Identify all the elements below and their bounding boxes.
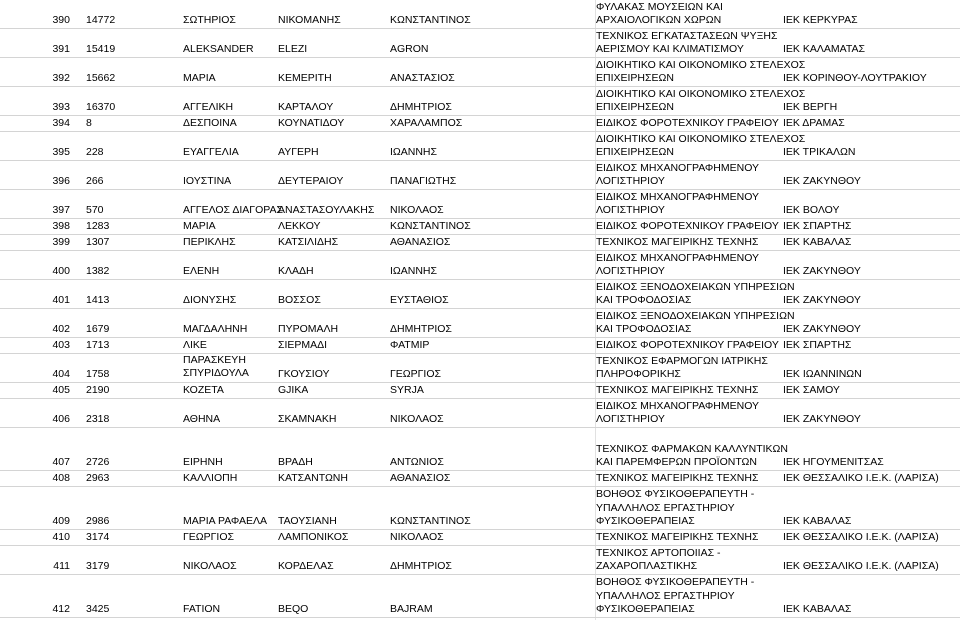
specialty-line: ΕΙΔΙΚΟΣ ΜΗΧΑΝΟΓΡΑΦΗΜΕΝΟΥ	[596, 161, 760, 174]
father-name: ΙΩΑΝΝΗΣ	[390, 146, 438, 158]
row-number: 394	[52, 117, 70, 129]
last-name: GJIKA	[278, 384, 309, 396]
iek-name: ΙΕΚ ΖΑΚΥΝΘΟΥ	[783, 323, 861, 335]
specialty	[596, 30, 777, 56]
father-name: BAJRAM	[390, 603, 433, 615]
iek-name: ΙΕΚ ΖΑΚΥΝΘΟΥ	[783, 265, 861, 277]
father-name: ΚΩΝΣΤΑΝΤΙΝΟΣ	[390, 515, 471, 527]
table-row	[0, 132, 960, 161]
specialty	[596, 191, 759, 217]
specialty-line: ΛΟΓΙΣΤΗΡΙΟΥ	[596, 203, 665, 216]
specialty-line: ΕΙΔΙΚΟΣ ΦΟΡΟΤΕΧΝΙΚΟΥ ΓΡΑΦΕΙΟΥ	[596, 219, 779, 232]
last-name: ΚΟΡΔΕΛΑΣ	[278, 560, 334, 572]
record-id: 2318	[86, 413, 110, 425]
specialty-line: ΛΟΓΙΣΤΗΡΙΟΥ	[596, 412, 665, 425]
father-name: ΑΝΑΣΤΑΣΙΟΣ	[390, 72, 455, 84]
row-number: 396	[52, 175, 70, 187]
record-id: 1679	[86, 323, 110, 335]
father-name: ΓΕΩΡΓΙΟΣ	[390, 368, 441, 380]
iek-name: ΙΕΚ ΚΕΡΚΥΡΑΣ	[783, 14, 858, 26]
father-name: ΚΩΝΣΤΑΝΤΙΝΟΣ	[390, 14, 471, 26]
record-id: 15419	[86, 43, 116, 55]
row-number: 410	[52, 531, 70, 543]
table-row	[0, 29, 960, 58]
record-id: 3425	[86, 603, 110, 615]
record-id: 228	[86, 146, 104, 158]
last-name: ELEZI	[278, 43, 308, 55]
iek-name: ΙΕΚ ΙΩΑΝΝΙΝΩΝ	[783, 368, 862, 380]
record-id: 3179	[86, 560, 110, 572]
specialty-line: ΕΙΔΙΚΟΣ ΜΗΧΑΝΟΓΡΑΦΗΜΕΝΟΥ	[596, 190, 760, 203]
specialty-line: ΤΕΧΝΙΚΟΣ ΑΡΤΟΠΟΙΙΑΣ -	[596, 546, 721, 559]
last-name: ΛΑΜΠΟΝΙΚΟΣ	[278, 531, 349, 543]
first-name-line: ΠΑΡΑΣΚΕΥΗ	[183, 354, 246, 366]
father-name: ΔΗΜΗΤΡΙΟΣ	[390, 323, 452, 335]
record-id: 1758	[86, 368, 110, 380]
first-name: ΕΙΡΗΝΗ	[183, 456, 223, 468]
record-id: 1382	[86, 265, 110, 277]
iek-name: ΙΕΚ ΖΑΚΥΝΘΟΥ	[783, 175, 861, 187]
specialty-line: ΖΑΧΑΡΟΠΛΑΣΤΙΚΗΣ	[596, 559, 698, 572]
specialty-line: ΕΠΙΧΕΙΡΗΣΕΩΝ	[596, 71, 674, 84]
table-row	[0, 487, 960, 530]
specialty-line: ΕΠΙΧΕΙΡΗΣΕΩΝ	[596, 100, 674, 113]
last-name: ΑΥΓΕΡΗ	[278, 146, 319, 158]
specialty-line: ΕΙΔΙΚΟΣ ΞΕΝΟΔΟΧΕΙΑΚΩΝ ΥΠΗΡΕΣΙΩΝ	[596, 280, 795, 293]
first-name: ΛΙΚΕ	[183, 339, 207, 351]
row-number: 397	[52, 204, 70, 216]
first-name: ΕΛΕΝΗ	[183, 265, 220, 277]
last-name: ΛΕΚΚΟΥ	[278, 220, 321, 232]
table-row	[0, 354, 960, 383]
specialty	[596, 220, 779, 233]
last-name: ΚΑΡΤΑΛΟΥ	[278, 101, 334, 113]
specialty-line: ΔΙΟΙΚΗΤΙΚΟ ΚΑΙ ΟΙΚΟΝΟΜΙΚΟ ΣΤΕΛΕΧΟΣ	[596, 132, 806, 145]
record-id: 1283	[86, 220, 110, 232]
row-number: 391	[52, 43, 70, 55]
table-row	[0, 87, 960, 116]
specialty	[596, 443, 788, 469]
father-name: ΕΥΣΤΑΘΙΟΣ	[390, 294, 449, 306]
first-name: ΓΕΩΡΓΙΟΣ	[183, 531, 234, 543]
last-name: ΚΑΤΣΙΛΙΔΗΣ	[278, 236, 339, 248]
first-name: FATION	[183, 603, 221, 615]
specialty	[596, 236, 758, 249]
record-id: 2726	[86, 456, 110, 468]
father-name: ΑΝΤΩΝΙΟΣ	[390, 456, 444, 468]
specialty-line: ΤΕΧΝΙΚΟΣ ΜΑΓΕΙΡΙΚΗΣ ΤΕΧΝΗΣ	[596, 383, 759, 396]
row-number: 402	[52, 323, 70, 335]
row-number: 395	[52, 146, 70, 158]
specialty	[596, 310, 795, 336]
iek-name: ΙΕΚ ΚΑΒΑΛΑΣ	[783, 515, 852, 527]
specialty-line: ΕΙΔΙΚΟΣ ΜΗΧΑΝΟΓΡΑΦΗΜΕΝΟΥ	[596, 251, 760, 264]
father-name: AGRON	[390, 43, 429, 55]
specialty-line: ΤΕΧΝΙΚΟΣ ΜΑΓΕΙΡΙΚΗΣ ΤΕΧΝΗΣ	[596, 530, 759, 543]
specialty	[596, 162, 759, 188]
first-name: ΝΙΚΟΛΑΟΣ	[183, 560, 237, 572]
specialty-line: ΕΙΔΙΚΟΣ ΦΟΡΟΤΕΧΝΙΚΟΥ ΓΡΑΦΕΙΟΥ	[596, 116, 779, 129]
last-name: ΚΟΥΝΑΤΙΔΟΥ	[278, 117, 345, 129]
last-name: ΚΕΜΕΡΙΤΗ	[278, 72, 332, 84]
first-name: ΙΟΥΣΤΙΝΑ	[183, 175, 232, 187]
last-name: ΒΟΣΣΟΣ	[278, 294, 321, 306]
last-name: ΤΑΟΥΣΙΑΝΗ	[278, 515, 337, 527]
first-name-line: ΣΠΥΡΙΔΟΥΛΑ	[183, 367, 249, 380]
row-number: 399	[52, 236, 70, 248]
father-name: ΔΗΜΗΤΡΙΟΣ	[390, 101, 452, 113]
first-name: ΚΑΛΛΙΟΠΗ	[183, 472, 238, 484]
specialty-line: ΥΠΑΛΛΗΛΟΣ ΕΡΓΑΣΤΗΡΙΟΥ	[596, 501, 735, 514]
row-number: 401	[52, 294, 70, 306]
father-name: ΔΗΜΗΤΡΙΟΣ	[390, 560, 452, 572]
row-number: 412	[52, 603, 70, 615]
specialty	[596, 117, 779, 130]
first-name: ΑΓΓΕΛΟΣ ΔΙΑΓΟΡΑΣ	[183, 204, 283, 216]
record-id: 1413	[86, 294, 110, 306]
record-id: 16370	[86, 101, 116, 113]
specialty	[596, 281, 795, 307]
father-name: ΑΘΑΝΑΣΙΟΣ	[390, 236, 451, 248]
specialty	[596, 488, 754, 528]
last-name: ΣΚΑΜΝΑΚΗ	[278, 413, 337, 425]
iek-name: ΙΕΚ ΚΑΛΑΜΑΤΑΣ	[783, 43, 865, 55]
row-number: 409	[52, 515, 70, 527]
specialty-line: ΦΥΛΑΚΑΣ ΜΟΥΣΕΙΩΝ ΚΑΙ	[596, 0, 723, 13]
first-name: ΜΑΡΙΑ ΡΑΦΑΕΛΑ	[183, 515, 268, 527]
father-name: ΝΙΚΟΛΑΟΣ	[390, 413, 444, 425]
row-number: 400	[52, 265, 70, 277]
record-id: 15662	[86, 72, 116, 84]
first-name	[183, 354, 249, 380]
specialty-line: ΤΕΧΝΙΚΟΣ ΕΓΚΑΤΑΣΤΑΣΕΩΝ ΨΥΞΗΣ	[596, 29, 778, 42]
specialty	[596, 339, 779, 352]
iek-name: ΙΕΚ ΤΡΙΚΑΛΩΝ	[783, 146, 856, 158]
specialty	[596, 355, 768, 381]
record-id: 1713	[86, 339, 110, 351]
iek-name: ΙΕΚ ΚΑΒΑΛΑΣ	[783, 236, 852, 248]
row-number: 406	[52, 413, 70, 425]
row-number: 408	[52, 472, 70, 484]
specialty-line: ΚΑΙ ΤΡΟΦΟΔΟΣΙΑΣ	[596, 293, 692, 306]
father-name: ΧΑΡΑΛΑΜΠΟΣ	[390, 117, 463, 129]
last-name: ΓΚΟΥΣΙΟΥ	[278, 368, 330, 380]
last-name: ΚΑΤΣΑΝΤΩΝΗ	[278, 472, 348, 484]
row-number: 403	[52, 339, 70, 351]
iek-name: ΙΕΚ ΚΟΡΙΝΘΟΥ-ΛΟΥΤΡΑΚΙΟΥ	[783, 72, 927, 84]
iek-name: ΙΕΚ ΒΟΛΟΥ	[783, 204, 840, 216]
first-name: ΕΥΑΓΓΕΛΙΑ	[183, 146, 239, 158]
row-number: 411	[53, 560, 70, 572]
last-name: ΔΕΥΤΕΡΑΙΟΥ	[278, 175, 344, 187]
record-id: 2986	[86, 515, 110, 527]
table-row	[0, 471, 960, 487]
record-id: 14772	[86, 14, 116, 26]
row-number: 392	[52, 72, 70, 84]
last-name: ΠΥΡΟΜΑΛΗ	[278, 323, 339, 335]
father-name: SYRJA	[390, 384, 424, 396]
iek-name: ΙΕΚ ΣΠΑΡΤΗΣ	[783, 220, 852, 232]
iek-name: ΙΕΚ ΖΑΚΥΝΘΟΥ	[783, 294, 861, 306]
first-name: ALEKSANDER	[183, 43, 254, 55]
table-row	[0, 161, 960, 190]
iek-name: ΙΕΚ ΔΡΑΜΑΣ	[783, 117, 845, 129]
father-name: ΦΑΤΜΙΡ	[390, 339, 430, 351]
row-number: 405	[52, 384, 70, 396]
table-row	[0, 116, 960, 132]
first-name: ΔΕΣΠΟΙΝΑ	[183, 117, 237, 129]
table-row	[0, 530, 960, 546]
specialty	[596, 547, 721, 573]
specialty-line: ΕΙΔΙΚΟΣ ΦΟΡΟΤΕΧΝΙΚΟΥ ΓΡΑΦΕΙΟΥ	[596, 338, 779, 351]
specialty-line: ΒΟΗΘΟΣ ΦΥΣΙΚΟΘΕΡΑΠΕΥΤΗ -	[596, 488, 755, 501]
specialty-line: ΤΕΧΝΙΚΟΣ ΜΑΓΕΙΡΙΚΗΣ ΤΕΧΝΗΣ	[596, 471, 759, 484]
table-row	[0, 58, 960, 87]
first-name: ΑΓΓΕΛΙΚΗ	[183, 101, 234, 113]
specialty-line: ΤΕΧΝΙΚΟΣ ΕΦΑΡΜΟΓΩΝ ΙΑΤΡΙΚΗΣ	[596, 354, 768, 367]
father-name: ΙΩΑΝΝΗΣ	[390, 265, 438, 277]
specialty-line: ΦΥΣΙΚΟΘΕΡΑΠΕΙΑΣ	[596, 602, 695, 615]
table-row	[0, 280, 960, 309]
record-id: 8	[86, 117, 92, 129]
table-row	[0, 219, 960, 235]
specialty-line: ΔΙΟΙΚΗΤΙΚΟ ΚΑΙ ΟΙΚΟΝΟΜΙΚΟ ΣΤΕΛΕΧΟΣ	[596, 87, 806, 100]
specialty	[596, 472, 758, 485]
specialty	[596, 576, 754, 616]
iek-name: ΙΕΚ ΣΠΑΡΤΗΣ	[783, 339, 852, 351]
last-name: ΣΙΕΡΜΑΔΙ	[278, 339, 328, 351]
first-name: ΔΙΟΝΥΣΗΣ	[183, 294, 237, 306]
last-name: ΒΡΑΔΗ	[278, 456, 313, 468]
table-row	[0, 309, 960, 338]
first-name: ΜΑΡΙΑ	[183, 220, 216, 232]
specialty	[596, 252, 759, 278]
table-row	[0, 399, 960, 428]
iek-name: ΙΕΚ ΘΕΣΣΑΛΙΚΟ Ι.Ε.Κ. (ΛΑΡΙΣΑ)	[783, 560, 939, 572]
specialty-line: ΑΡΧΑΙΟΛΟΓΙΚΩΝ ΧΩΡΩΝ	[596, 13, 722, 26]
record-id: 266	[86, 175, 104, 187]
record-id: 2190	[86, 384, 110, 396]
table-row	[0, 428, 960, 471]
row-number: 390	[52, 14, 70, 26]
iek-name: ΙΕΚ ΒΕΡΓΗ	[783, 101, 838, 113]
table-row	[0, 338, 960, 354]
last-name: ΚΛΑΔΗ	[278, 265, 314, 277]
iek-name: ΙΕΚ ΖΑΚΥΝΘΟΥ	[783, 413, 861, 425]
row-number: 398	[52, 220, 70, 232]
specialty-line: ΚΑΙ ΠΑΡΕΜΦΕΡΩΝ ΠΡΟΪΟΝΤΩΝ	[596, 455, 757, 468]
specialty	[596, 400, 759, 426]
first-name: ΑΘΗΝΑ	[183, 413, 221, 425]
record-id: 2963	[86, 472, 110, 484]
first-name: ΜΑΡΙΑ	[183, 72, 216, 84]
table-row	[0, 190, 960, 219]
record-id: 570	[86, 204, 104, 216]
table-row	[0, 0, 960, 29]
row-number: 407	[52, 456, 70, 468]
specialty	[596, 59, 805, 85]
specialty	[596, 133, 805, 159]
row-number: 393	[52, 101, 70, 113]
specialty-line: ΠΛΗΡΟΦΟΡΙΚΗΣ	[596, 367, 681, 380]
specialty-line: ΕΙΔΙΚΟΣ ΜΗΧΑΝΟΓΡΑΦΗΜΕΝΟΥ	[596, 399, 760, 412]
iek-name: ΙΕΚ ΣΑΜΟΥ	[783, 384, 840, 396]
table-row	[0, 235, 960, 251]
iek-name: ΙΕΚ ΗΓΟΥΜΕΝΙΤΣΑΣ	[783, 456, 884, 468]
table-row	[0, 251, 960, 280]
specialty-line: ΤΕΧΝΙΚΟΣ ΦΑΡΜΑΚΩΝ ΚΑΛΛΥΝΤΙΚΩΝ	[596, 442, 788, 455]
specialty-line: ΚΑΙ ΤΡΟΦΟΔΟΣΙΑΣ	[596, 322, 692, 335]
specialty-line: ΤΕΧΝΙΚΟΣ ΜΑΓΕΙΡΙΚΗΣ ΤΕΧΝΗΣ	[596, 235, 759, 248]
specialty-line: ΑΕΡΙΣΜΟΥ ΚΑΙ ΚΛΙΜΑΤΙΣΜΟΥ	[596, 42, 744, 55]
last-name: ΑΝΑΣΤΑΣΟΥΛΑΚΗΣ	[278, 204, 375, 216]
specialty-line: ΒΟΗΘΟΣ ΦΥΣΙΚΟΘΕΡΑΠΕΥΤΗ -	[596, 576, 755, 589]
iek-name: ΙΕΚ ΘΕΣΣΑΛΙΚΟ Ι.Ε.Κ. (ΛΑΡΙΣΑ)	[783, 472, 939, 484]
father-name: ΑΘΑΝΑΣΙΟΣ	[390, 472, 451, 484]
iek-name: ΙΕΚ ΘΕΣΣΑΛΙΚΟ Ι.Ε.Κ. (ΛΑΡΙΣΑ)	[783, 531, 939, 543]
last-name: BEQO	[278, 603, 309, 615]
row-number: 404	[52, 368, 70, 380]
first-name: ΠΕΡΙΚΛΗΣ	[183, 236, 236, 248]
specialty-line: ΕΠΙΧΕΙΡΗΣΕΩΝ	[596, 145, 674, 158]
last-name: ΝΙΚΟΜΑΝΗΣ	[278, 14, 341, 26]
specialty-line: ΛΟΓΙΣΤΗΡΙΟΥ	[596, 264, 665, 277]
specialty	[596, 384, 758, 397]
father-name: ΝΙΚΟΛΑΟΣ	[390, 531, 444, 543]
specialty-line: ΔΙΟΙΚΗΤΙΚΟ ΚΑΙ ΟΙΚΟΝΟΜΙΚΟ ΣΤΕΛΕΧΟΣ	[596, 58, 806, 71]
specialty-line: ΕΙΔΙΚΟΣ ΞΕΝΟΔΟΧΕΙΑΚΩΝ ΥΠΗΡΕΣΙΩΝ	[596, 309, 795, 322]
specialty	[596, 1, 723, 27]
specialty	[596, 88, 805, 114]
specialty-line: ΦΥΣΙΚΟΘΕΡΑΠΕΙΑΣ	[596, 514, 695, 527]
first-name: ΜΑΓΔΑΛΗΝΗ	[183, 323, 248, 335]
specialty-line: ΛΟΓΙΣΤΗΡΙΟΥ	[596, 174, 665, 187]
specialty	[596, 531, 758, 544]
first-name: ΚΟΖΕΤΑ	[183, 384, 224, 396]
specialty-line: ΥΠΑΛΛΗΛΟΣ ΕΡΓΑΣΤΗΡΙΟΥ	[596, 589, 735, 602]
table-row	[0, 383, 960, 399]
first-name: ΣΩΤΗΡΙΟΣ	[183, 14, 236, 26]
record-id: 3174	[86, 531, 110, 543]
father-name: ΚΩΝΣΤΑΝΤΙΝΟΣ	[390, 220, 471, 232]
table-row	[0, 546, 960, 575]
father-name: ΝΙΚΟΛΑΟΣ	[390, 204, 444, 216]
record-id: 1307	[86, 236, 110, 248]
table-row	[0, 575, 960, 618]
father-name: ΠΑΝΑΓΙΩΤΗΣ	[390, 175, 457, 187]
iek-name: ΙΕΚ ΚΑΒΑΛΑΣ	[783, 603, 852, 615]
